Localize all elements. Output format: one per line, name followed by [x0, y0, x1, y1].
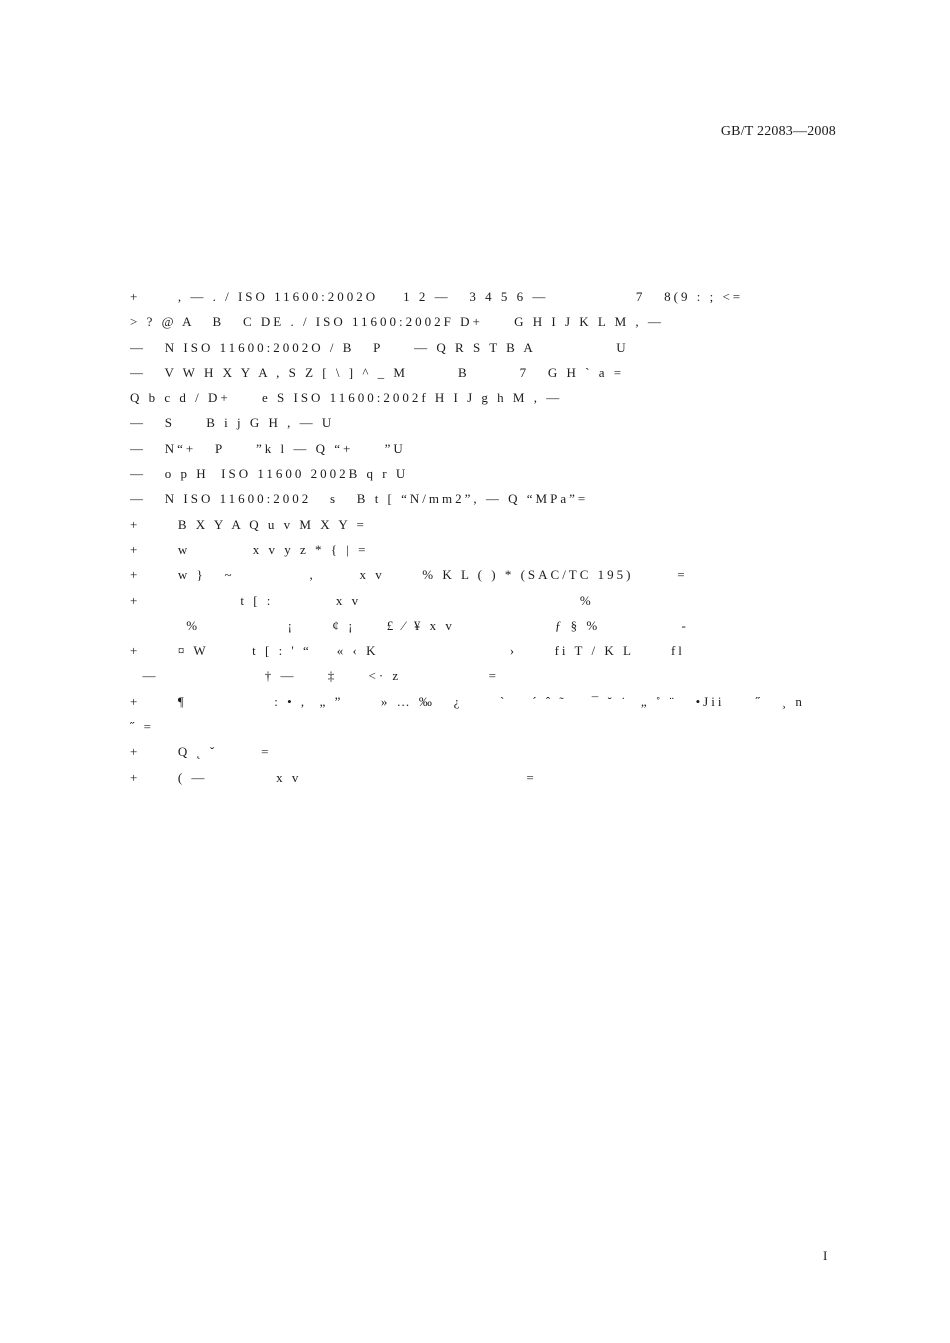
text-line: — N“+ P ”k l — Q “+ ”U: [130, 440, 406, 456]
text-line: + w } ~ , x v % K L ( ) * (SAC/TC 195) =: [130, 567, 688, 583]
text-line: — o p H ISO 11600 2002B q r U: [130, 466, 409, 482]
text-line: + , — . / ISO 11600:2002O 1 2 — 3 4 5 6 — 7 8(9 : ; <=: [130, 289, 744, 304]
text-line: — V W H X Y A , S Z [ \ ] ^ _ M B 7 G H ` a =: [130, 364, 625, 380]
text-line: — N ISO 11600:2002 s B t [ “N/mm2”, — Q “MPa”=: [130, 491, 589, 507]
text-line: — S B i j G H , — U: [130, 415, 335, 431]
text-line: Q b c d / D+ e S ISO 11600:2002f H I J g h M , —: [130, 390, 563, 406]
text-line: > ? @ A B C DE . / ISO 11600:2002F D+ G H I J K L M , —: [130, 314, 664, 330]
text-line: + Q ˛ ˇ =: [130, 744, 272, 760]
text-line: ˝ =: [130, 719, 154, 735]
text-line: + ¶ : • , „ ” » … ‰ ¿ ` ´ ˆ ˜ ¯ ˘ ˙ „ ˚ ¨ •Jii ˝ ¸ n: [130, 693, 805, 709]
text-line: + w x v y z * { | =: [130, 541, 369, 557]
standard-code: GB/T 22083—2008: [720, 124, 836, 139]
text-line: + ( — x v =: [130, 769, 537, 785]
page-number: I: [823, 1248, 828, 1263]
text-line: — † — ‡ <· z =: [130, 668, 500, 684]
text-line: % ¡ ¢ ¡ £ ⁄ ¥ x v ƒ § % -: [130, 617, 689, 633]
text-line: — N ISO 11600:2002O / B P — Q R S T B A U: [130, 339, 629, 355]
text-line: + B X Y A Q u v M X Y =: [130, 516, 367, 532]
foreword-body: [130, 284, 840, 790]
text-line: + t [ : x v %: [130, 592, 594, 608]
text-line: + ¤ W t [ : ' “ « ‹ K › fi T / K L fl: [130, 643, 685, 659]
